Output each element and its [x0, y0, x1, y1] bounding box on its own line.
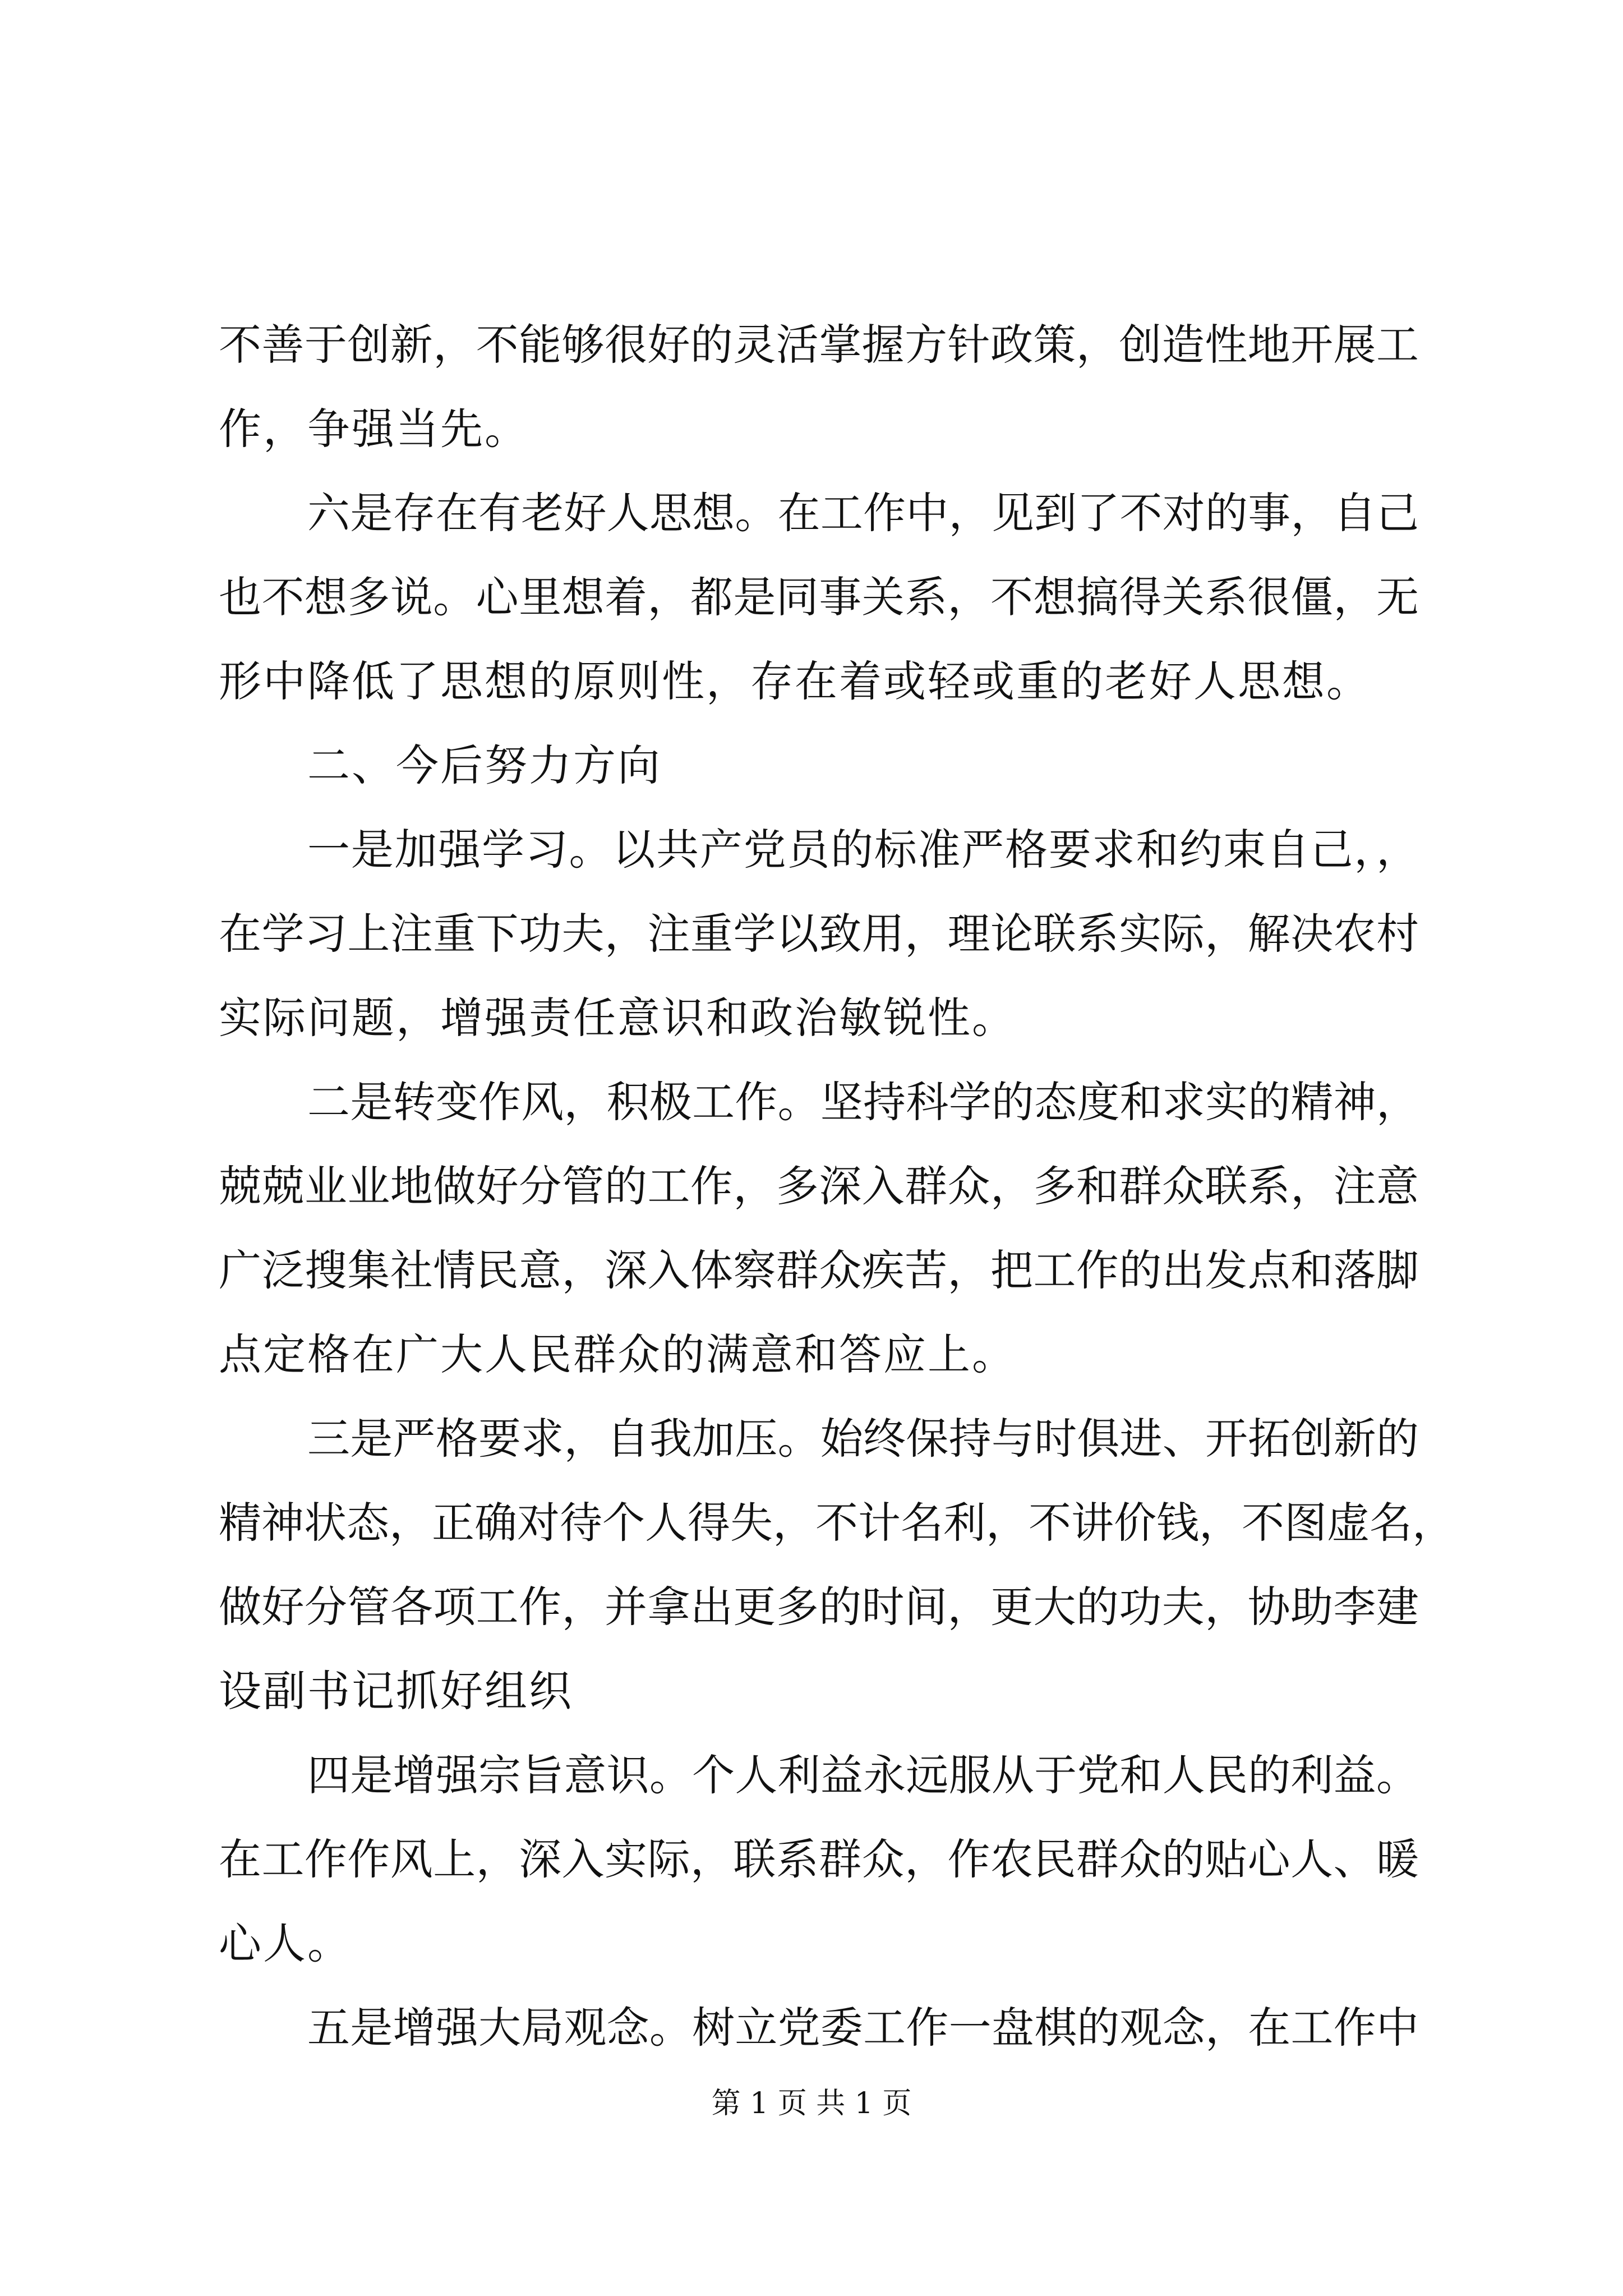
paragraph-line: 二是转变作风，积极工作。坚持科学的态度和求实的精神，	[307, 1077, 1419, 1127]
paragraph-line: 精神状态，正确对待个人得失，不计名利，不讲价钱，不图虚名，	[219, 1498, 1455, 1548]
paragraph-line: 三是严格要求，自我加压。始终保持与时俱进、开拓创新的	[307, 1414, 1419, 1464]
paragraph-line: 四是增强宗旨意识。个人利益永远服从于党和人民的利益。	[307, 1750, 1419, 1800]
paragraph-line: 作，争强当先。	[219, 404, 529, 454]
paragraph-line: 设副书记抓好组织	[219, 1666, 573, 1716]
paragraph-line: 也不想多说。心里想着，都是同事关系，不想搞得关系很僵，无	[219, 572, 1419, 622]
page-number: 第 1 页 共 1 页	[711, 2087, 912, 2120]
section-heading: 二、今后努力方向	[307, 740, 662, 790]
paragraph-line: 兢兢业业地做好分管的工作，多深入群众，多和群众联系，注意	[219, 1161, 1419, 1211]
paragraph-line: 做好分管各项工作，并拿出更多的时间，更大的功夫，协助李建	[219, 1582, 1419, 1632]
paragraph-line: 点定格在广大人民群众的满意和答应上。	[219, 1329, 1016, 1379]
document-body	[219, 303, 1455, 2070]
paragraph-line: 心人。	[219, 1918, 352, 1968]
paragraph-line: 五是增强大局观念。树立党委工作一盘棋的观念，在工作中	[307, 2003, 1419, 2053]
paragraph-line: 在学习上注重下功夫，注重学以致用，理论联系实际，解决农村	[219, 909, 1419, 959]
page-footer	[0, 2081, 1623, 2126]
paragraph-line: 实际问题，增强责任意识和政治敏锐性。	[219, 993, 1016, 1043]
paragraph-line: 一是加强学习。以共产党员的标准严格要求和约束自己，，	[307, 825, 1419, 875]
paragraph-line: 六是存在有老好人思想。在工作中，见到了不对的事，自己	[307, 488, 1419, 538]
paragraph-line: 不善于创新，不能够很好的灵活掌握方针政策，创造性地开展工	[219, 320, 1419, 370]
paragraph-line: 形中降低了思想的原则性，存在着或轻或重的老好人思想。	[219, 656, 1371, 706]
paragraph-line: 在工作作风上，深入实际，联系群众，作农民群众的贴心人、暖	[219, 1834, 1419, 1884]
paragraph-line: 广泛搜集社情民意，深入体察群众疾苦，把工作的出发点和落脚	[219, 1245, 1419, 1295]
